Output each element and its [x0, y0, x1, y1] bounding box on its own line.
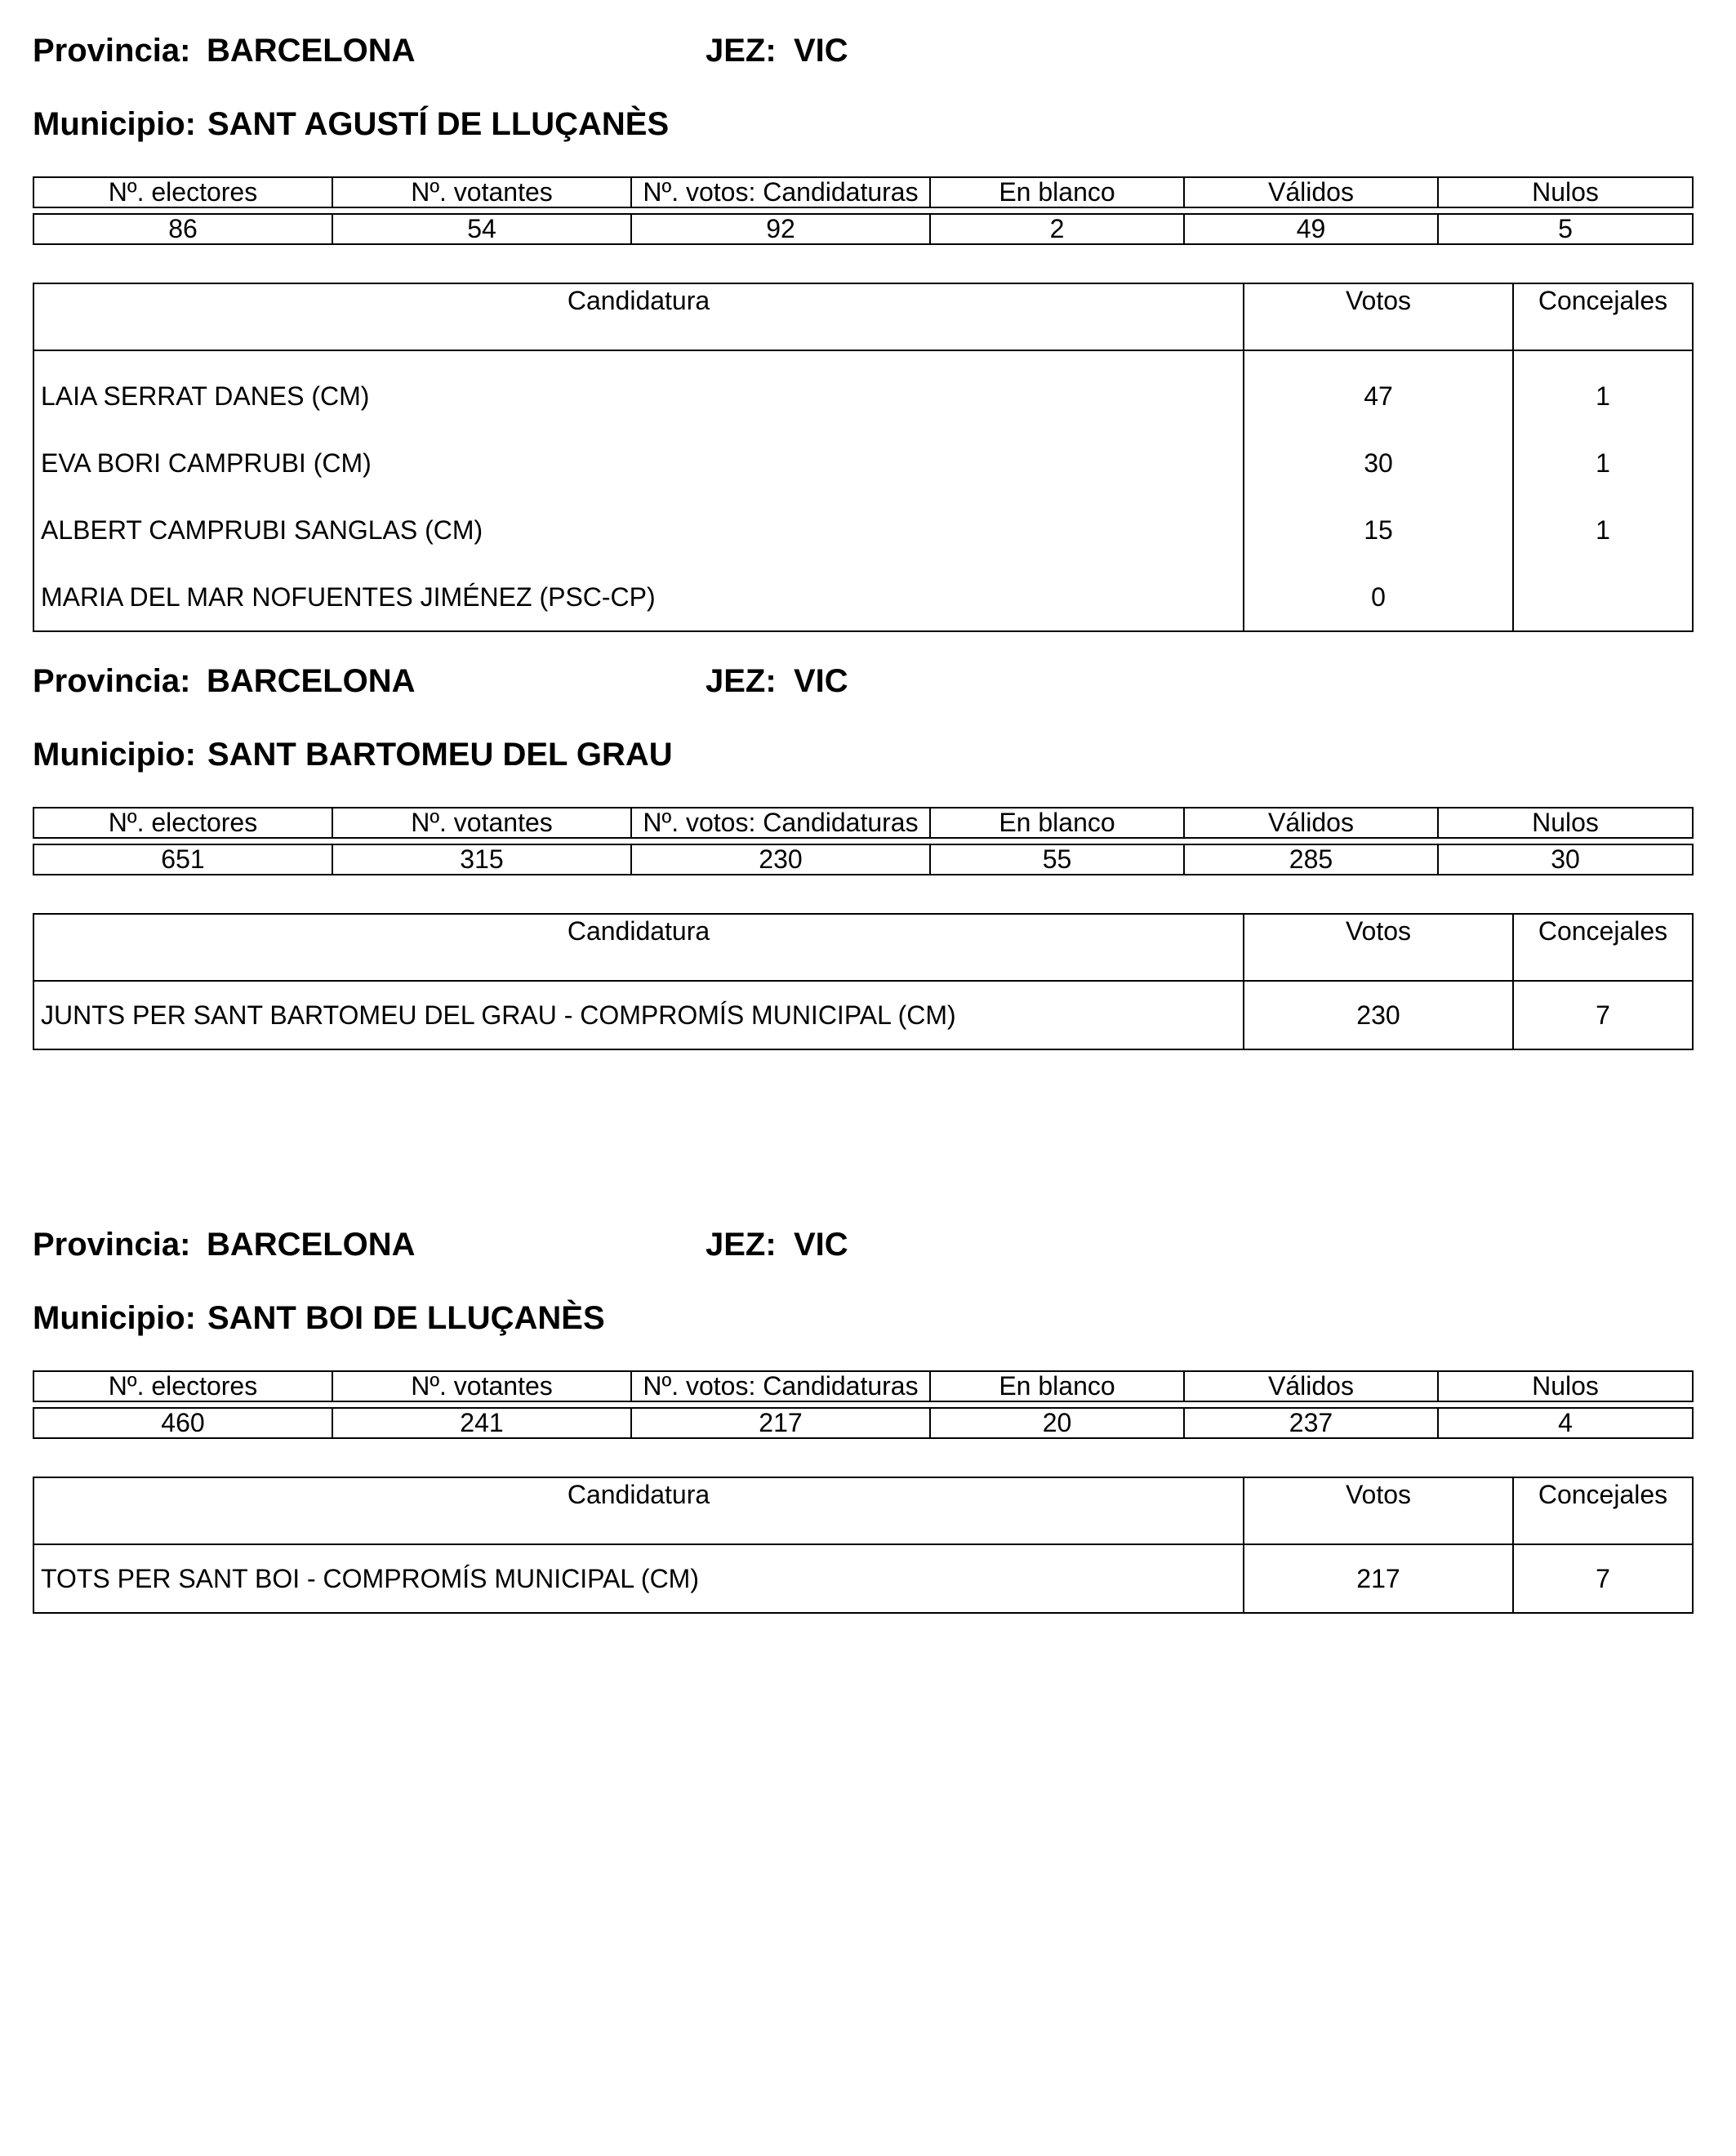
candidate-name: EVA BORI CAMPRUBI (CM)	[33, 430, 1244, 497]
stat-electores: 651	[33, 844, 332, 875]
cand-header-concejales: Concejales	[1513, 1477, 1693, 1544]
table-row	[33, 1544, 1693, 1613]
stat-votantes: 54	[332, 214, 631, 244]
candidates-table	[33, 913, 1694, 1050]
stat-header-validos: Válidos	[1184, 177, 1438, 207]
cand-header-concejales: Concejales	[1513, 283, 1693, 350]
provincia-label: Provincia:	[33, 663, 191, 699]
stat-header-validos: Válidos	[1184, 1371, 1438, 1401]
stat-header-en-blanco: En blanco	[930, 177, 1184, 207]
candidate-concejales: 1	[1513, 497, 1693, 564]
jez-value: VIC	[794, 1227, 848, 1263]
candidate-name: LAIA SERRAT DANES (CM)	[33, 350, 1244, 430]
section-header	[33, 663, 1692, 712]
section-header	[33, 1227, 1692, 1276]
stat-header-electores: Nº. electores	[33, 808, 332, 838]
stat-votantes: 315	[332, 844, 631, 875]
candidate-concejales	[1513, 564, 1693, 631]
stats-header-row	[33, 177, 1693, 207]
stat-nulos: 5	[1438, 214, 1693, 244]
stat-validos: 49	[1184, 214, 1438, 244]
candidate-votos: 30	[1244, 430, 1513, 497]
candidate-concejales: 1	[1513, 430, 1693, 497]
candidate-concejales: 1	[1513, 350, 1693, 430]
provincia-value: BARCELONA	[207, 33, 416, 69]
stat-header-nulos: Nulos	[1438, 1371, 1693, 1401]
stats-value-row	[33, 1408, 1693, 1438]
stat-en-blanco: 20	[930, 1408, 1184, 1438]
cand-header-candidatura: Candidatura	[33, 914, 1244, 981]
candidates-table	[33, 283, 1694, 632]
jez-label: JEZ:	[706, 1227, 777, 1263]
municipio-value: SANT BOI DE LLUÇANÈS	[207, 1300, 605, 1336]
cand-header-votos: Votos	[1244, 1477, 1513, 1544]
stat-header-en-blanco: En blanco	[930, 1371, 1184, 1401]
candidate-votos: 47	[1244, 350, 1513, 430]
candidates-table	[33, 1477, 1694, 1614]
section-sant-bartomeu	[33, 663, 1692, 1055]
candidates-header-row	[33, 1477, 1693, 1544]
municipio-value: SANT BARTOMEU DEL GRAU	[207, 737, 673, 773]
section-sant-agusti	[33, 33, 1692, 629]
stat-validos: 237	[1184, 1408, 1438, 1438]
municipio-label: Municipio:	[33, 1300, 196, 1336]
section-header	[33, 33, 1692, 82]
stat-votos-candidaturas: 92	[631, 214, 930, 244]
table-row	[33, 350, 1693, 430]
jez-label: JEZ:	[706, 33, 777, 69]
stat-en-blanco: 55	[930, 844, 1184, 875]
stat-header-nulos: Nulos	[1438, 177, 1693, 207]
stat-header-votantes: Nº. votantes	[332, 1371, 631, 1401]
table-row	[33, 497, 1693, 564]
table-row	[33, 564, 1693, 631]
candidate-votos: 230	[1244, 981, 1513, 1049]
municipio-heading	[33, 1300, 605, 1337]
provincia-label: Provincia:	[33, 33, 191, 69]
provincia-value: BARCELONA	[207, 663, 416, 699]
stat-nulos: 30	[1438, 844, 1693, 875]
jez-value: VIC	[794, 33, 848, 69]
candidate-concejales: 7	[1513, 981, 1693, 1049]
candidate-votos: 15	[1244, 497, 1513, 564]
stat-electores: 460	[33, 1408, 332, 1438]
jez-value: VIC	[794, 663, 848, 699]
stat-votos-candidaturas: 217	[631, 1408, 930, 1438]
stat-header-electores: Nº. electores	[33, 1371, 332, 1401]
stat-header-votos-candidaturas: Nº. votos: Candidaturas	[631, 1371, 930, 1401]
stat-header-validos: Válidos	[1184, 808, 1438, 838]
municipio-value: SANT AGUSTÍ DE LLUÇANÈS	[207, 106, 670, 142]
candidate-concejales: 7	[1513, 1544, 1693, 1613]
stat-en-blanco: 2	[930, 214, 1184, 244]
stat-header-en-blanco: En blanco	[930, 808, 1184, 838]
cand-header-candidatura: Candidatura	[33, 1477, 1244, 1544]
stat-header-votantes: Nº. votantes	[332, 808, 631, 838]
stat-header-votantes: Nº. votantes	[332, 177, 631, 207]
stat-votantes: 241	[332, 1408, 631, 1438]
stats-table	[33, 176, 1694, 245]
cand-header-candidatura: Candidatura	[33, 283, 1244, 350]
table-row	[33, 430, 1693, 497]
stats-table	[33, 1370, 1694, 1439]
municipio-heading	[33, 737, 673, 773]
municipio-label: Municipio:	[33, 737, 196, 773]
stat-header-votos-candidaturas: Nº. votos: Candidaturas	[631, 808, 930, 838]
candidate-name: ALBERT CAMPRUBI SANGLAS (CM)	[33, 497, 1244, 564]
stat-header-electores: Nº. electores	[33, 177, 332, 207]
section-sant-boi	[33, 1227, 1692, 1619]
candidates-header-row	[33, 283, 1693, 350]
cand-header-concejales: Concejales	[1513, 914, 1693, 981]
candidate-name: TOTS PER SANT BOI - COMPROMÍS MUNICIPAL (CM)	[33, 1544, 1244, 1613]
candidate-name: JUNTS PER SANT BARTOMEU DEL GRAU - COMPROMÍS MUNICIPAL (CM)	[33, 981, 1244, 1049]
jez-label: JEZ:	[706, 663, 777, 699]
stats-value-row	[33, 214, 1693, 244]
stats-table	[33, 807, 1694, 875]
municipio-heading	[33, 106, 669, 143]
candidate-votos: 217	[1244, 1544, 1513, 1613]
candidates-header-row	[33, 914, 1693, 981]
cand-header-votos: Votos	[1244, 914, 1513, 981]
stat-header-nulos: Nulos	[1438, 808, 1693, 838]
stats-value-row	[33, 844, 1693, 875]
stat-header-votos-candidaturas: Nº. votos: Candidaturas	[631, 177, 930, 207]
provincia-value: BARCELONA	[207, 1227, 416, 1263]
stats-header-row	[33, 808, 1693, 838]
stats-header-row	[33, 1371, 1693, 1401]
stat-validos: 285	[1184, 844, 1438, 875]
stat-electores: 86	[33, 214, 332, 244]
provincia-label: Provincia:	[33, 1227, 191, 1263]
table-row	[33, 981, 1693, 1049]
candidate-name: MARIA DEL MAR NOFUENTES JIMÉNEZ (PSC-CP)	[33, 564, 1244, 631]
stat-nulos: 4	[1438, 1408, 1693, 1438]
municipio-label: Municipio:	[33, 106, 196, 142]
cand-header-votos: Votos	[1244, 283, 1513, 350]
candidate-votos: 0	[1244, 564, 1513, 631]
stat-votos-candidaturas: 230	[631, 844, 930, 875]
